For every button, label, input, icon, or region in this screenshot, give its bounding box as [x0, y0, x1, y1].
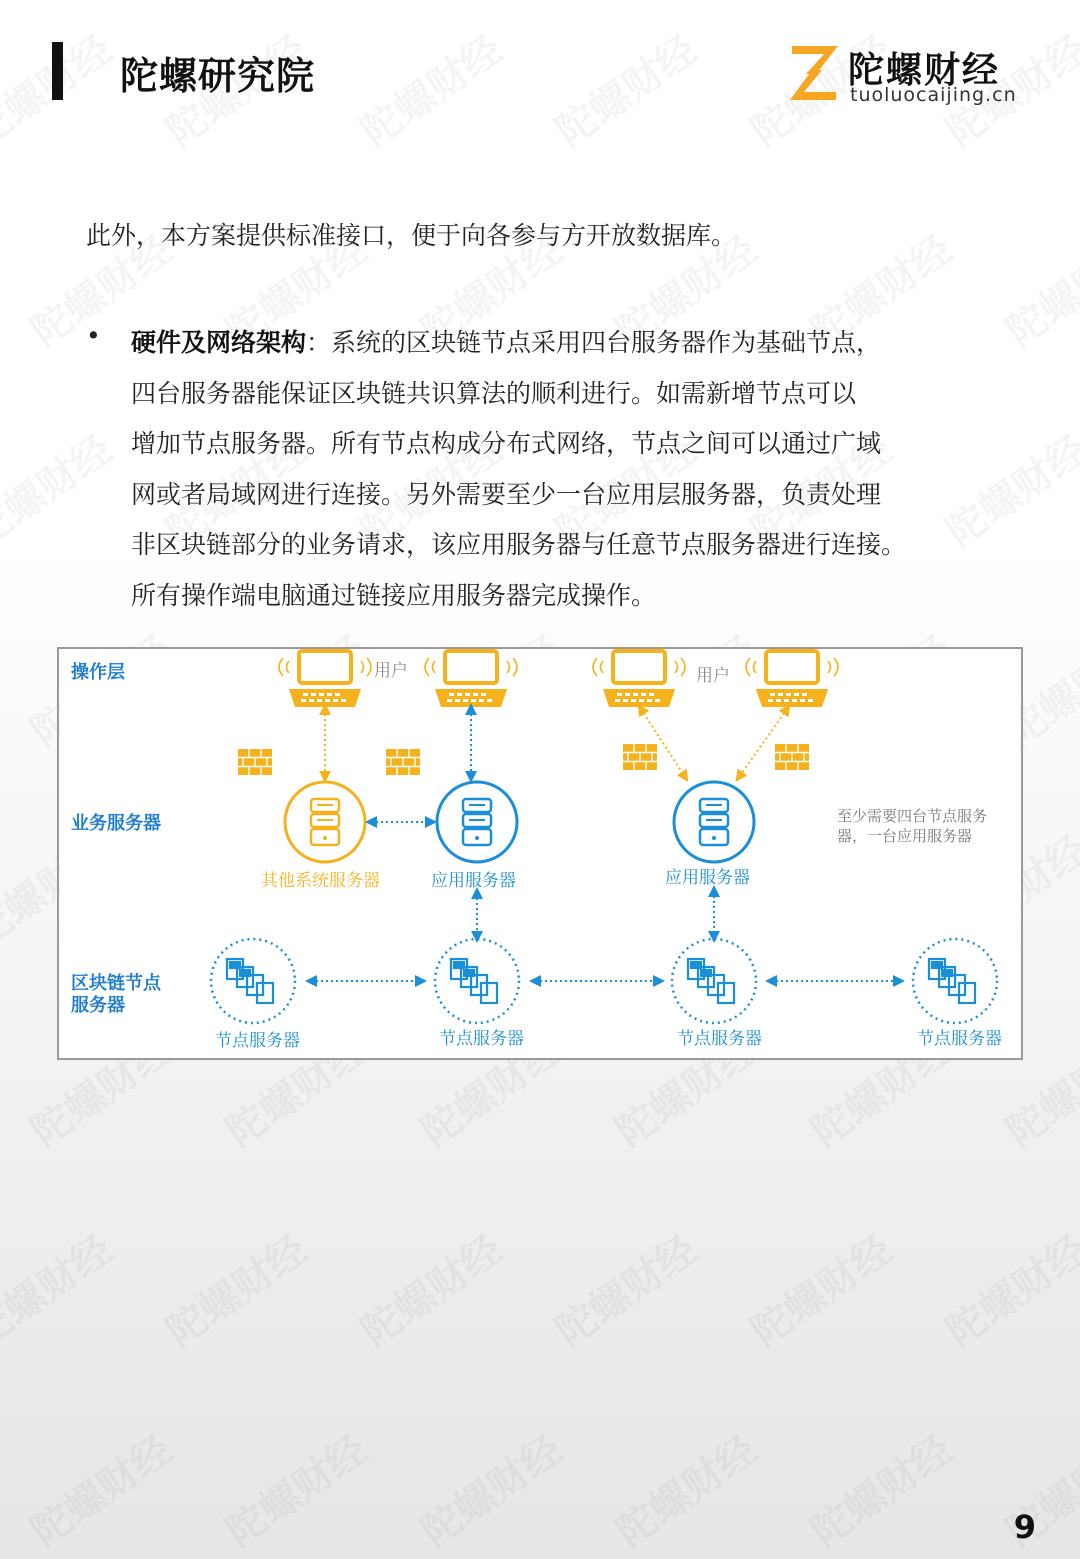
- firewall-icon: [238, 749, 272, 775]
- page-header-title: 陀螺研究院: [120, 54, 316, 98]
- other-server-label: 其他系统服务器: [261, 871, 380, 891]
- node-label-2: 节点服务器: [439, 1029, 524, 1049]
- laptop-icon: [746, 651, 838, 707]
- watermark-text: [543, 1219, 707, 1357]
- user-label-2: 用户: [696, 666, 730, 686]
- watermark-text: [933, 1219, 1080, 1357]
- watermark-text: [213, 1419, 377, 1557]
- bullet-line-5: 非区块链部分的业务请求，该应用服务器与任意节点服务器进行连接。: [131, 530, 907, 559]
- architecture-diagram: [57, 647, 1023, 1060]
- watermark-text: [993, 1419, 1080, 1557]
- node-server-1: [211, 939, 295, 1023]
- watermark-text: [798, 1419, 962, 1557]
- bullet-line-3: 增加节点服务器。所有节点构成分布式网络，节点之间可以通过广域: [131, 429, 882, 458]
- app-server-label-2: 应用服务器: [665, 868, 750, 888]
- watermark-text: [348, 1219, 512, 1357]
- bullet-paragraph: [131, 318, 1011, 621]
- watermark-text: [18, 1419, 182, 1557]
- node-label-3: 节点服务器: [677, 1029, 762, 1049]
- intro-paragraph: 此外，本方案提供标准接口，便于向各参与方开放数据库。: [86, 221, 737, 250]
- layer-label-business: 业务服务器: [71, 813, 161, 834]
- firewall-icon: [775, 744, 809, 770]
- header-accent-bar: [52, 42, 63, 100]
- architecture-diagram-svg: [59, 649, 1025, 1062]
- watermark-text: [408, 1419, 572, 1557]
- laptop-icon: [593, 651, 685, 707]
- user-label-1: 用户: [374, 661, 408, 681]
- firewall-icon: [623, 744, 657, 770]
- other-system-server: [285, 782, 365, 862]
- node-label-1: 节点服务器: [215, 1031, 300, 1051]
- watermark-text: [0, 419, 122, 557]
- laptop-icon: [425, 651, 517, 707]
- node-server-4: [913, 939, 997, 1023]
- node-label-4: 节点服务器: [917, 1029, 1002, 1049]
- logo-domain-text: tuoluocaijing.cn: [850, 84, 1017, 106]
- watermark-text: [0, 1219, 122, 1357]
- bullet-line-6: 所有操作端电脑通过链接应用服务器完成操作。: [131, 580, 657, 610]
- database-icon: [463, 799, 491, 845]
- watermark-text: [603, 1419, 767, 1557]
- bullet-heading: 硬件及网络架构: [131, 328, 307, 357]
- layer-label-operation: 操作层: [71, 662, 125, 683]
- logo-z-icon: [786, 40, 842, 104]
- note-line-2: 器，一台应用服务器: [837, 827, 973, 845]
- database-icon: [311, 799, 339, 845]
- bullet-marker: •: [86, 321, 101, 350]
- layer-label-blockchain-2: 服务器: [71, 995, 125, 1016]
- page-number: 9: [1013, 1508, 1036, 1546]
- app-server-1: [437, 782, 517, 862]
- bullet-line-4: 网或者局域网进行连接。另外需要至少一台应用层服务器，负责处理: [131, 479, 882, 509]
- app-server-label-1: 应用服务器: [431, 871, 516, 891]
- app-server-2: [674, 782, 754, 862]
- laptop-icon: [279, 651, 371, 707]
- node-server-3: [672, 939, 756, 1023]
- bullet-line-2: 四台服务器能保证区块链共识算法的顺利进行。如需新增节点可以: [131, 378, 857, 408]
- bullet-line-1: ：系统的区块链节点采用四台服务器作为基础节点，: [306, 328, 882, 357]
- database-icon: [700, 799, 728, 845]
- watermark-text: [738, 1219, 902, 1357]
- brand-logo: [786, 40, 1026, 110]
- layer-label-blockchain-1: 区块链节点: [71, 973, 161, 994]
- firewall-icon: [386, 749, 420, 775]
- watermark-text: [153, 1219, 317, 1357]
- node-server-2: [435, 939, 519, 1023]
- logo-chinese-text: 陀螺财经: [848, 50, 1001, 91]
- note-line-1: 至少需要四台节点服务: [837, 807, 988, 825]
- watermark-text: [543, 19, 707, 157]
- watermark-text: [348, 19, 512, 157]
